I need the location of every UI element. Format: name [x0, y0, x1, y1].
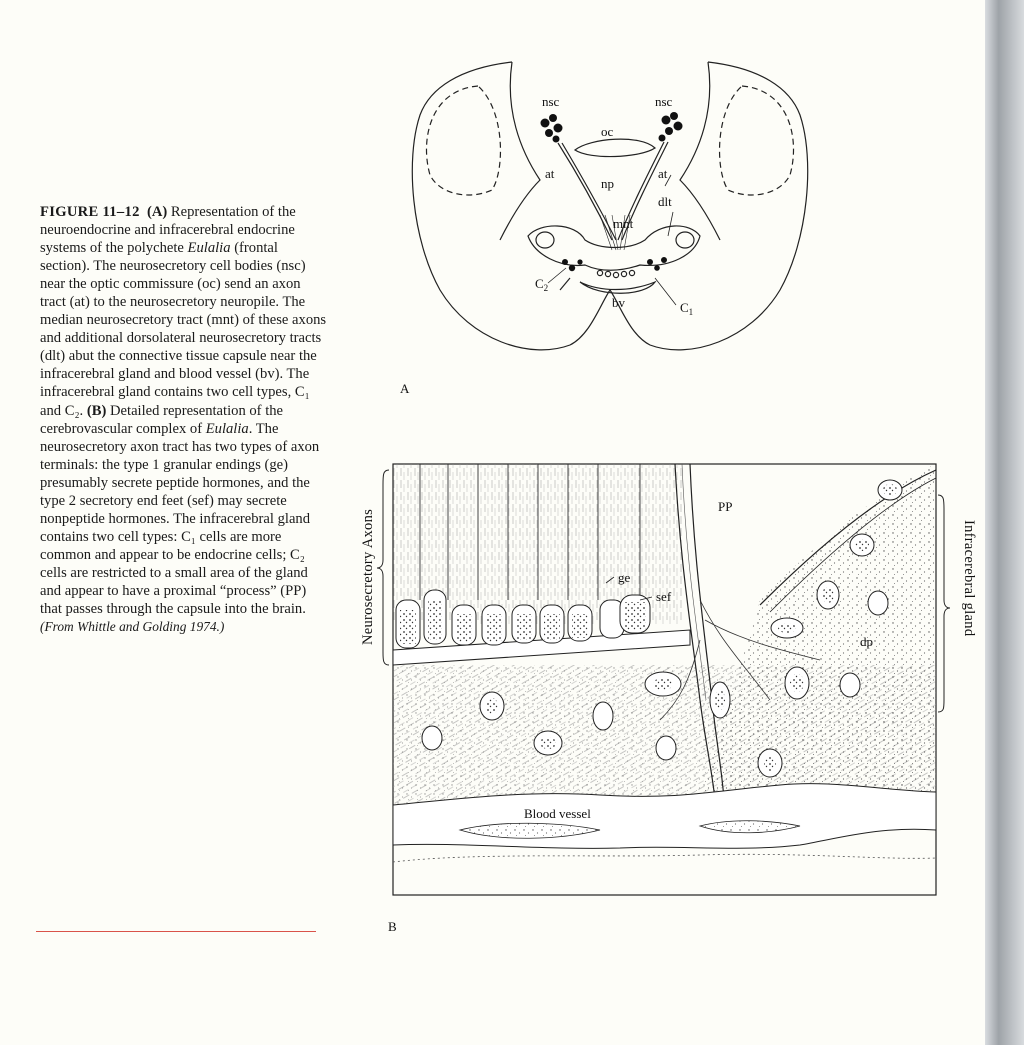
optic-commissure — [575, 139, 655, 156]
label-pp: PP — [718, 499, 733, 514]
capsule — [528, 226, 700, 270]
part-b-marker: (B) — [86, 402, 107, 419]
genus-name-2: Eulalia — [205, 420, 249, 437]
label-nsc-right: nsc — [655, 94, 673, 109]
figure-b-diagram — [393, 464, 936, 895]
label-mnt: mnt — [613, 216, 634, 231]
label-bv: bv — [612, 295, 625, 310]
eye-right — [720, 86, 794, 195]
blood-vessel-a — [580, 282, 655, 293]
neurosecretory-cells-left — [541, 114, 563, 143]
caption-text-b2: . The neurosecretory axon tract has two types of axon terminals: the type 1 granular endings (ge) presumably secrete peptide hormones, and the type 2 secretory end feet (sef) may secrete nonpeptide hormones. The infracerebral gland contains two cell types: — [40, 420, 320, 545]
caption-text-b3: cells are more common and appear to be endocrine cells; — [40, 528, 287, 563]
cell-type-c2-b: C₂ — [290, 546, 305, 563]
part-a-marker: (A) — [146, 204, 168, 220]
label-nsc-left: nsc — [542, 94, 560, 109]
label-infracerebral-gland: Infracerebral gland — [961, 520, 977, 637]
label-sef: sef — [656, 589, 672, 604]
caption-text-b1: Detailed representation of the cerebrovascular complex of — [40, 402, 284, 437]
caption-text-b4: cells are restricted to a small area of the gland and appear to have a proximal “process” (PP) that passes through the capsule into the brain. — [40, 564, 308, 618]
cell-type-c2: C₂. — [64, 402, 84, 419]
label-at-right: at — [658, 166, 668, 181]
eye-left — [426, 86, 500, 195]
genus-name: Eulalia — [187, 240, 231, 257]
label-at-left: at — [545, 166, 555, 181]
c1-cells — [597, 270, 634, 277]
label-dp: dp — [860, 634, 873, 649]
cell-type-c1-b: C₁ — [181, 528, 196, 545]
panel-label-a: A — [400, 381, 410, 396]
brace-left — [377, 470, 389, 665]
figure-a-diagram — [412, 62, 807, 350]
figure-label: FIGURE 11–12 — [40, 204, 140, 220]
figure-credit: (From Whittle and Golding 1974.) — [40, 619, 225, 635]
label-ge: ge — [618, 570, 631, 585]
label-neurosecretory-axons: Neurosecretory Axons — [360, 508, 376, 645]
panel-label-b: B — [388, 919, 397, 934]
label-oc: oc — [601, 124, 614, 139]
label-c2: $C_2$ — [535, 276, 549, 293]
caption-text-a2: (frontal section). The neurosecretory cell bodies (nsc) near the optic commissure (oc) send an axon tract (at) to the neurosecretory neuropile. The median neurosecretory tract (mnt) of these axons and additional dorsolateral neurosecretory tracts (dlt) abut the connective tissue capsule near the infracerebral gland and blood vessel (bv). The infracerebral gland contains two cell types, — [40, 240, 327, 401]
neurosecretory-cells-right — [659, 112, 683, 142]
brace-right — [938, 495, 950, 712]
label-dlt: dlt — [658, 194, 672, 209]
label-c1: $C_1$ — [680, 300, 694, 317]
caption-text-a1: Representation of the neuroendocrine and infracerebral endocrine systems of the polychete — [40, 204, 296, 257]
caption-and: and — [40, 402, 62, 419]
c2-cells — [562, 257, 667, 271]
cell-type-c1: C₁ — [294, 384, 310, 401]
label-np: np — [601, 176, 614, 191]
label-blood-vessel: Blood vessel — [524, 806, 591, 821]
brain-outline — [412, 62, 807, 350]
